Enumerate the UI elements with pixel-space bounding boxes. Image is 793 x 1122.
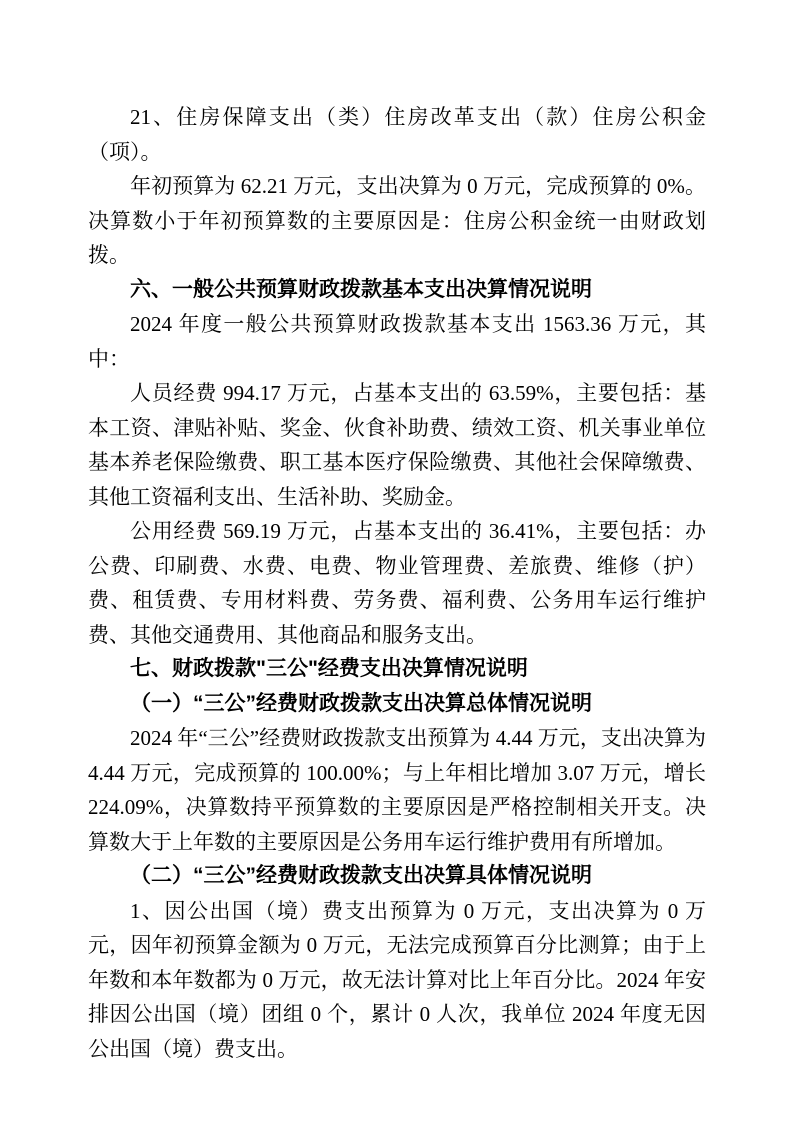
para-basic-expenditure-total: 2024 年度一般公共预算财政拨款基本支出 1563.36 万元，其中： <box>88 312 706 371</box>
heading-section-7-2: （二）“三公”经费财政拨款支出决算具体情况说明 <box>130 864 592 887</box>
para-three-public-overview: 2024 年“三公”经费财政拨款支出预算为 4.44 万元，支出决算为 4.44 万元，完成预算的 100.00%；与上年相比增加 3.07 万元，增长 224.09%，决算数持平预算数的主要原因是严格控制相关开支。决算数大于上年数的主要原因是公务用车运行维护费用有所增加。 <box>88 726 706 854</box>
para-housing-subsidy-item: 21、住房保障支出（类）住房改革支出（款）住房公积金（项）。 <box>88 105 706 164</box>
para-personnel-expense: 人员经费 994.17 万元，占基本支出的 63.59%，主要包括：基本工资、津贴补贴、奖金、伙食补助费、绩效工资、机关事业单位基本养老保险缴费、职工基本医疗保险缴费、其他社会保障缴费、其他工资福利支出、生活补助、奖励金。 <box>88 381 706 509</box>
para-housing-budget-detail: 年初预算为 62.21 万元，支出决算为 0 万元，完成预算的 0%。决算数小于年初预算数的主要原因是：住房公积金统一由财政划拨。 <box>88 174 706 267</box>
heading-section-6: 六、一般公共预算财政拨款基本支出决算情况说明 <box>130 277 592 301</box>
heading-section-7: 七、财政拨款"三公"经费支出决算情况说明 <box>130 657 528 680</box>
para-public-expense: 公用经费 569.19 万元，占基本支出的 36.41%，主要包括：办公费、印刷费、水费、电费、物业管理费、差旅费、维修（护）费、租赁费、专用材料费、劳务费、福利费、公务用车运行维护费、其他交通费用、其他商品和服务支出。 <box>88 519 706 647</box>
heading-section-7-1: （一）“三公”经费财政拨款支出决算总体情况说明 <box>130 691 592 715</box>
document-body <box>88 100 706 1066</box>
para-overseas-travel-expense: 1、因公出国（境）费支出预算为 0 万元，支出决算为 0 万元，因年初预算金额为 0 万元，无法完成预算百分比测算；由于上年数和本年数都为 0 万元，故无法计算对比上年百分比。2024 年安排因公出国（境）团组 0 个，累计 0 人次，我单位 2024 年度无因公出国（境）费支出。 <box>88 898 706 1061</box>
